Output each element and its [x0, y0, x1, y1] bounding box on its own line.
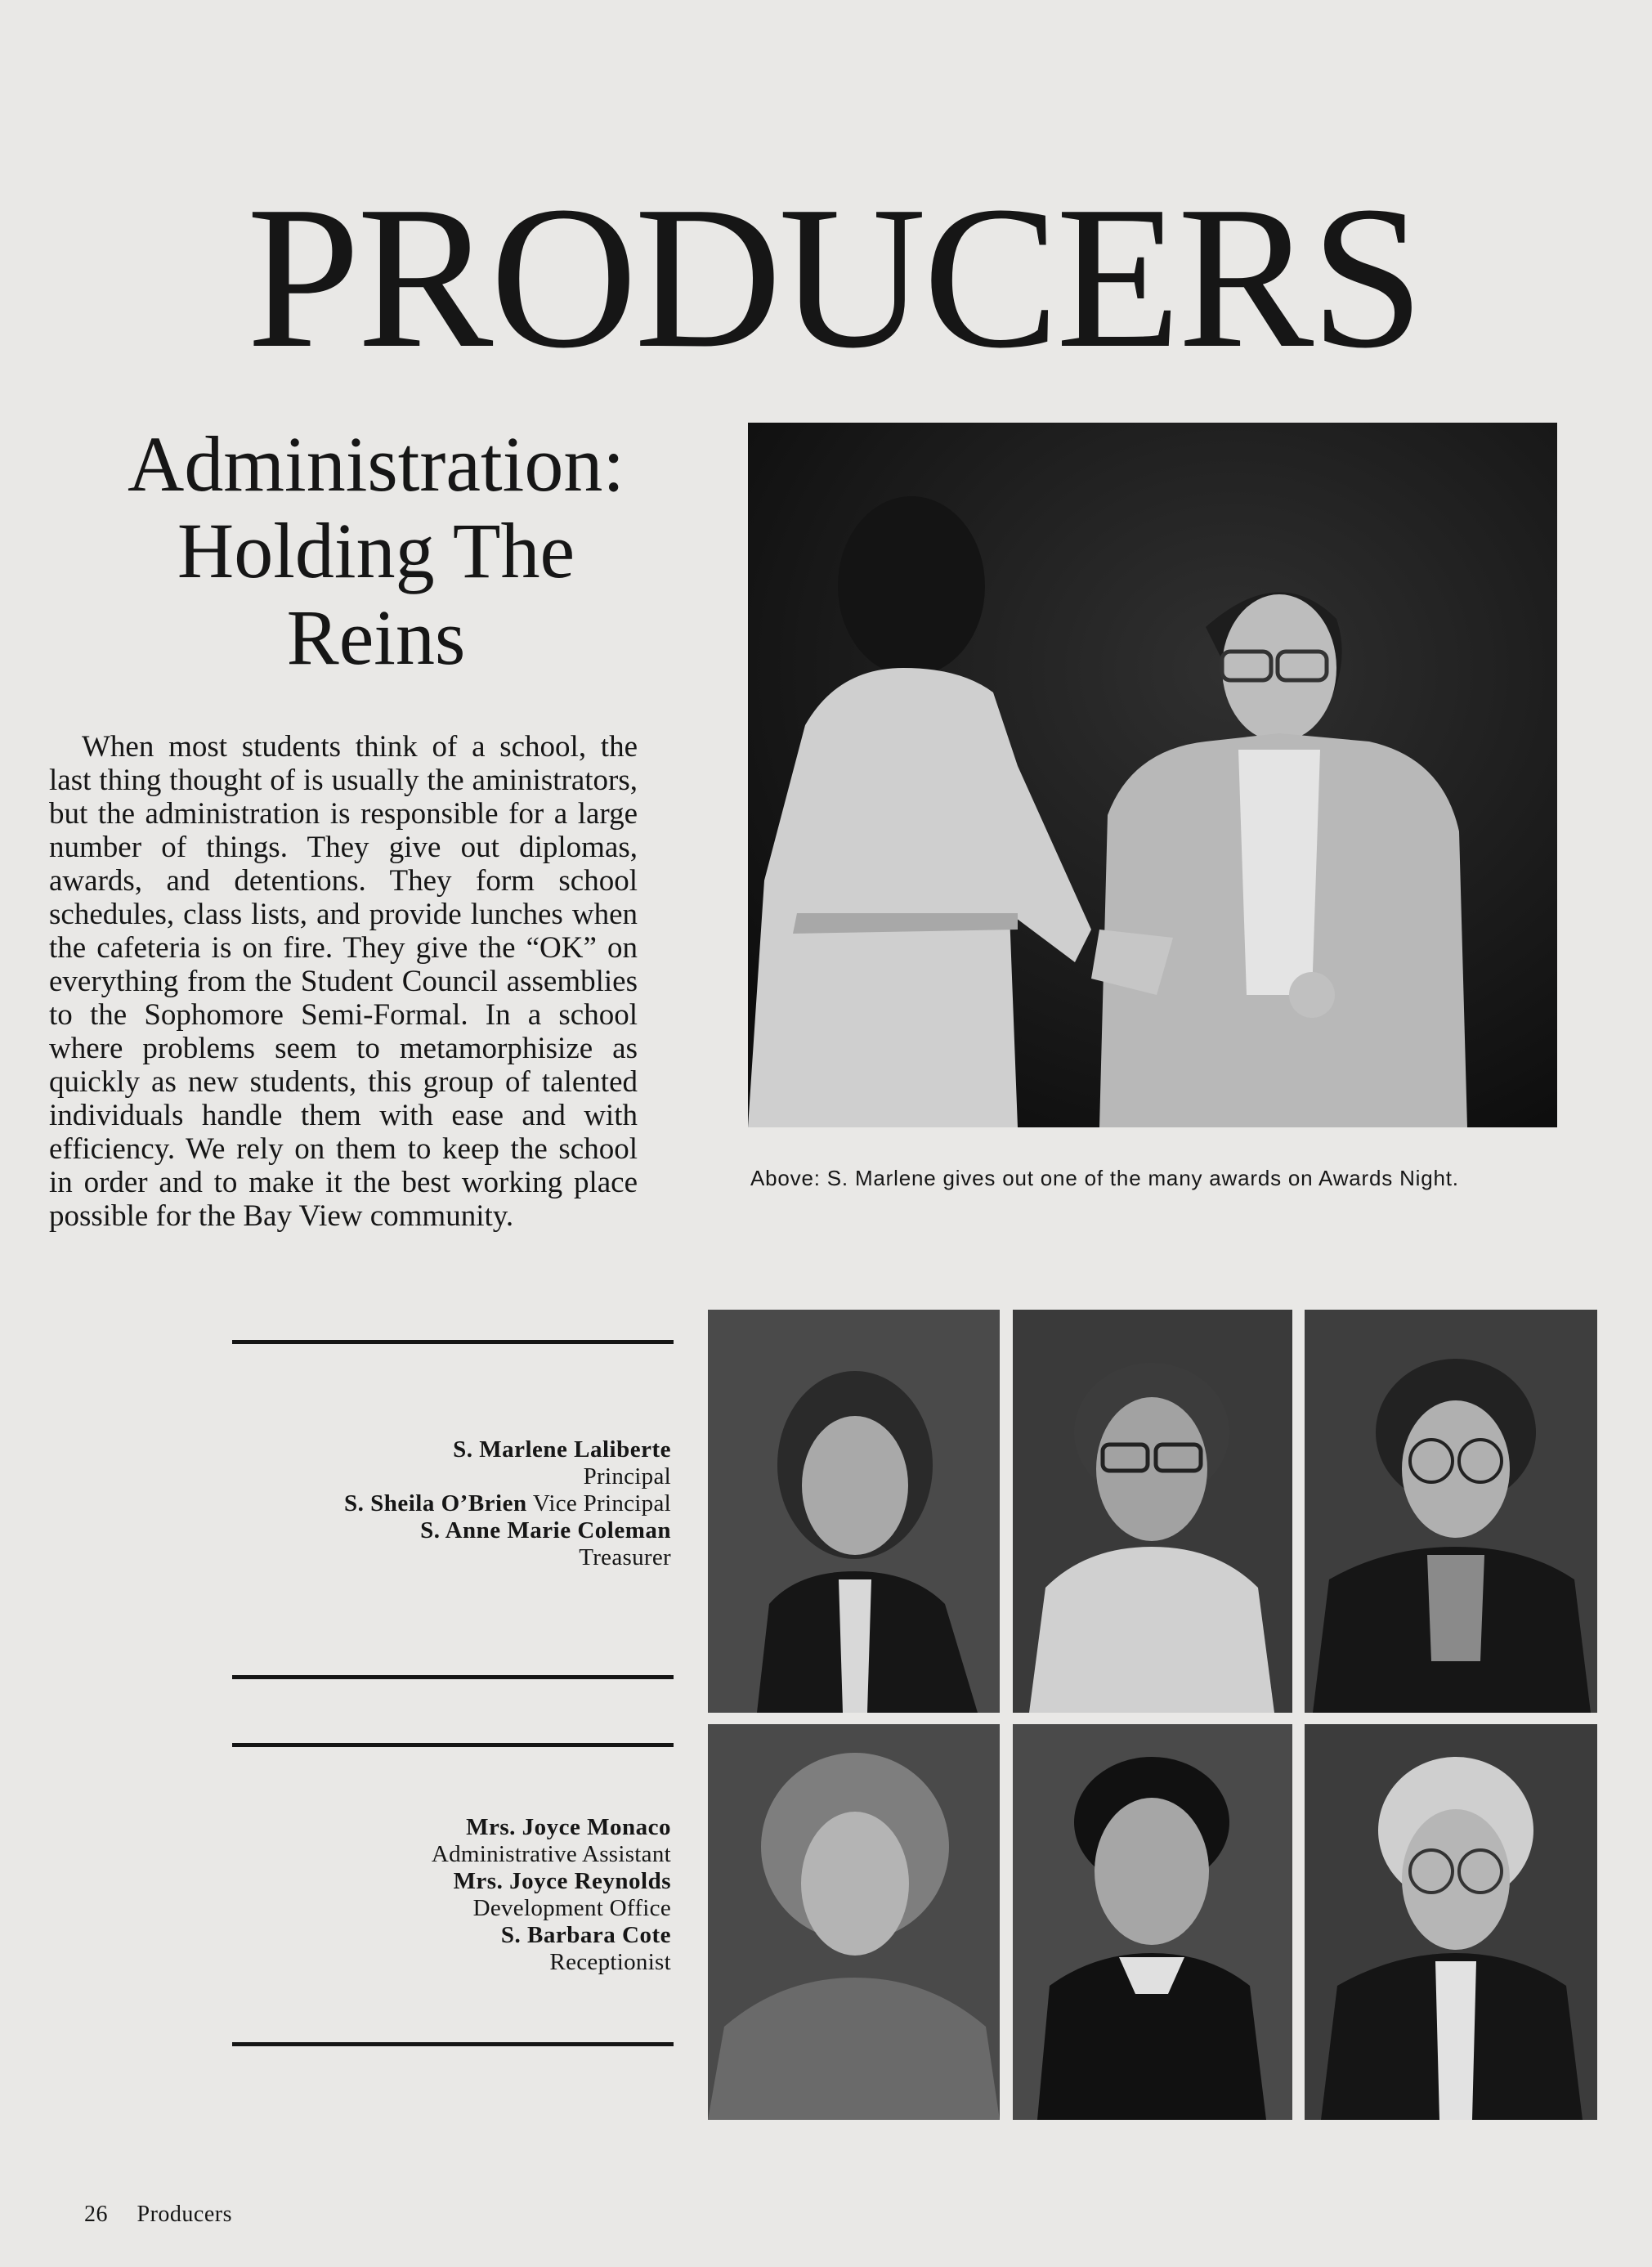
staff-name: S. Marlene Laliberte — [453, 1436, 671, 1463]
article-body: When most students think of a school, the last thing thought of is usually the aministrators, but the administration is responsible for a large number of things. They give out diplomas, awards, and detentions. They form school schedules, class lists, and provide lunches when the cafeteria is on fire. They give the “OK” on everything from the Student Council assemblies to the Sophomore Semi-Formal. In a school where problems seem to metamorphisize as quickly as new students, this group of talented individuals handle them with ease and with efficiency. We rely on them to keep the school in order and to make it the best working place possible for the Bay View community. — [49, 730, 638, 1233]
section-name: Producers — [137, 2202, 232, 2227]
photo-caption: Above: S. Marlene gives out one of the many awards on Awards Night. — [750, 1166, 1459, 1190]
staff-title: Receptionist — [549, 1949, 671, 1975]
staff-names-group-2 — [432, 1814, 671, 1976]
awards-night-photo — [748, 423, 1557, 1127]
page-title: PRODUCERS — [246, 164, 1421, 391]
portrait-photo — [708, 1724, 1000, 2120]
staff-name: Mrs. Joyce Monaco — [466, 1814, 671, 1840]
divider-rule — [232, 1340, 674, 1344]
portrait-photo — [1305, 1310, 1597, 1713]
page-number: 26 — [84, 2202, 108, 2227]
portrait-photo — [1013, 1310, 1292, 1713]
staff-title: Principal — [583, 1463, 671, 1490]
portrait-photo — [708, 1310, 1000, 1713]
staff-title: Treasurer — [579, 1544, 671, 1570]
staff-name: Mrs. Joyce Reynolds — [453, 1868, 671, 1894]
divider-rule — [232, 1743, 674, 1747]
page-footer — [84, 2202, 232, 2228]
divider-rule — [232, 2042, 674, 2046]
headline-line-2: Holding The — [177, 507, 575, 594]
portrait-photo — [1013, 1724, 1292, 2120]
staff-name: S. Sheila O’Brien — [343, 1490, 527, 1517]
article-headline — [82, 421, 670, 681]
staff-title: Vice Principal — [532, 1490, 671, 1517]
staff-names-group-1 — [344, 1436, 671, 1571]
staff-name: S. Barbara Cote — [500, 1922, 671, 1948]
portrait-photo — [1305, 1724, 1597, 2120]
staff-name: S. Anne Marie Coleman — [420, 1517, 671, 1543]
headline-line-1: Administration: — [128, 420, 625, 508]
staff-title: Administrative Assistant — [431, 1841, 671, 1867]
headline-line-3: Reins — [286, 594, 466, 681]
staff-title: Development Office — [472, 1895, 671, 1921]
divider-rule — [232, 1675, 674, 1679]
